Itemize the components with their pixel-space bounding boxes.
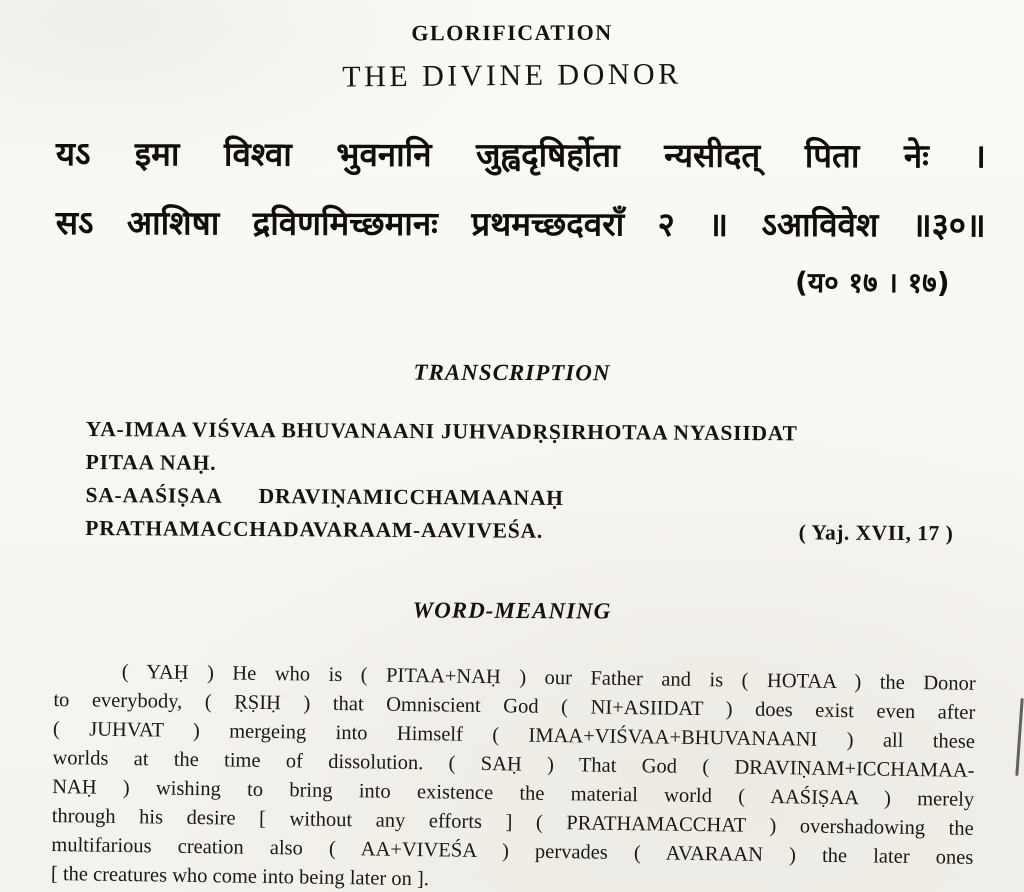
transcription-line: YA-IMAA VIŚVAA BHUVANAANI JUHVADṚṢIRHOTAA NYASIIDAT bbox=[85, 416, 798, 446]
word-meaning-line: ( YAḤ ) He who is ( PITAA+NAḤ ) our Father and is ( HOTAA ) the Donor bbox=[121, 660, 976, 695]
word-meaning-line: through his desire [ without any efforts ] ( PRATHAMACCHAT ) overshadowing the bbox=[51, 804, 974, 840]
word-meaning-line: multifarious creation also ( AA+VIVEŚA ) pervades ( AVARAAN ) the later ones bbox=[51, 833, 974, 869]
verse-citation-devanagari: (य० १७ । १७) bbox=[795, 265, 950, 300]
transcription-block bbox=[85, 413, 954, 550]
section-kicker: GLORIFICATION bbox=[411, 19, 613, 46]
sanskrit-verse bbox=[56, 119, 986, 305]
verse-reference: ( Yaj. XVII, 17 ) bbox=[798, 520, 954, 546]
verse-line-1: यऽ इमा विश्वा भुवनानि जुह्वदृषिर्होता न्यसीदत् पिता नेः । bbox=[55, 133, 986, 176]
transcription-line-text: PRATHAMACCHADAVARAAM-AAVIVEŚA. bbox=[85, 515, 544, 543]
transcription-line: PITAA NAḤ. bbox=[85, 449, 217, 475]
word-meaning-paragraph bbox=[51, 657, 976, 892]
transcription-heading: TRANSCRIPTION bbox=[413, 359, 611, 386]
word-meaning-line: to everybody, ( ṚṢIḤ ) that Omniscient God ( NI+ASIIDAT ) does exist even after bbox=[53, 688, 976, 724]
page-edge-scan-artifact bbox=[1015, 698, 1023, 776]
transcription-line bbox=[85, 512, 953, 550]
transcription-line: SA-AAŚIṢAA DRAVIṆAMICCHAMAANAḤ bbox=[85, 482, 564, 510]
verse-line-2: सऽ आशिषा द्रविणमिच्छमानः प्रथमच्छदवराँ २ ॥ ऽआविवेश ॥३०॥ bbox=[55, 202, 986, 245]
word-meaning-line: [ the creatures who come into being later on ]. bbox=[50, 862, 430, 891]
word-meaning-heading: WORD-MEANING bbox=[412, 597, 612, 624]
word-meaning-line: ( JUHVAT ) mergeing into Himself ( IMAA+VIŚVAA+BHUVANAANI ) all these bbox=[52, 717, 976, 753]
page-title: THE DIVINE DONOR bbox=[342, 57, 682, 94]
word-meaning-line: worlds at the time of dissolution. ( SAḤ ) That God ( DRAVIṆAM+ICCHAMAA- bbox=[52, 746, 975, 782]
word-meaning-line: NAḤ ) wishing to bring into existence the material world ( AAŚIṢAA ) merely bbox=[52, 775, 975, 811]
